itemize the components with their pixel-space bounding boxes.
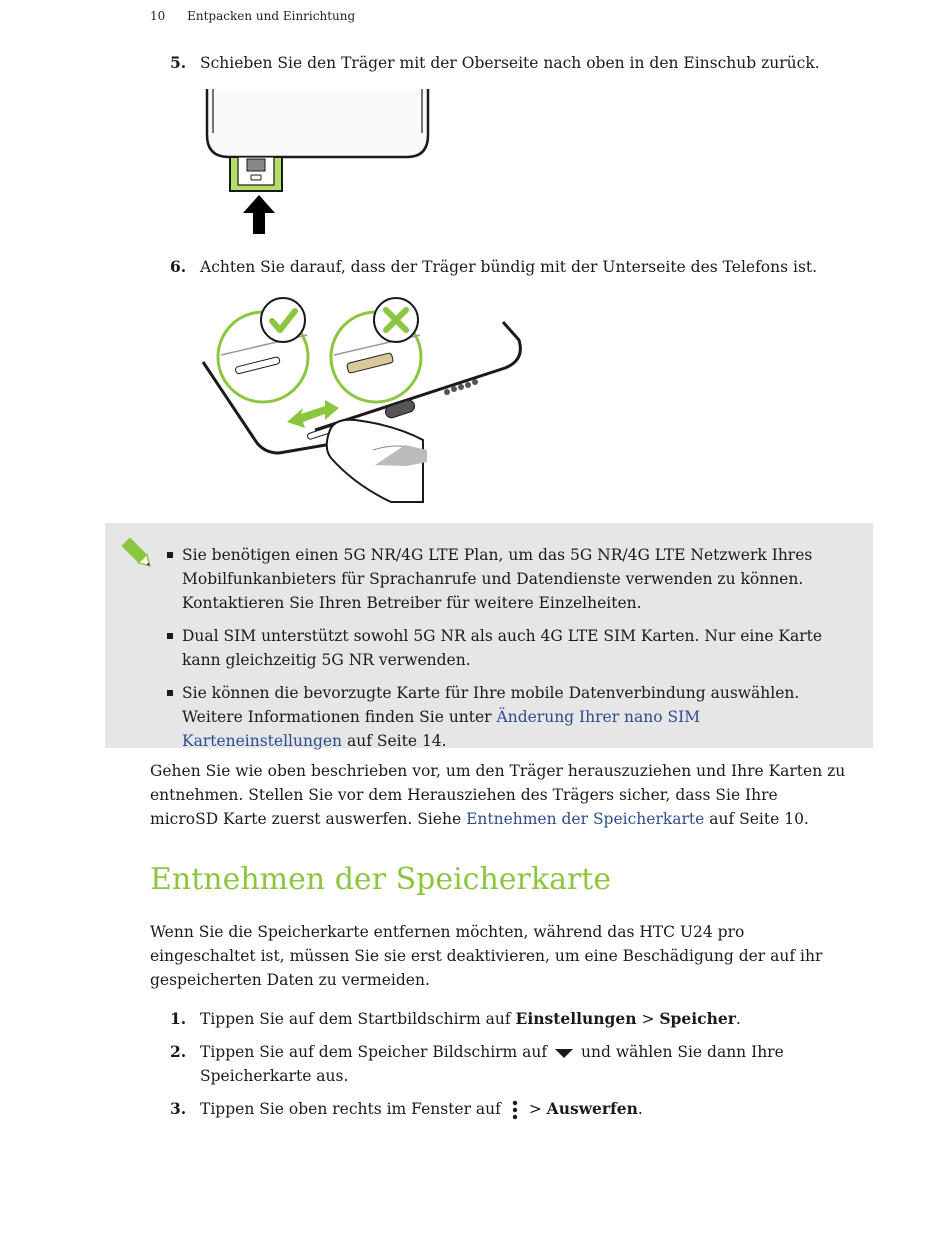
menu-eject: Auswerfen [546,1099,638,1118]
step-6 [170,255,860,279]
step-text: Achten Sie darauf, dass der Träger bündig mit der Unterseite des Telefons ist. [200,258,818,276]
menu-storage: Speicher [659,1009,736,1028]
list-item: Dual SIM unterstützt sowohl 5G NR als auch 4G LTE SIM Karten. Nur eine Karte kann gleichzeitig 5G NR verwenden. [167,624,857,672]
page-header [150,9,355,23]
arrow-up-icon [243,195,275,234]
step-3: 3. Tippen Sie oben rechts im Fenster auf > Auswerfen. [170,1097,860,1121]
section-name: Entpacken und Einrichtung [187,9,356,23]
paragraph-remove-cards: Gehen Sie wie oben beschrieben vor, um den Träger herauszuziehen und Ihre Karten zu entnehmen. Stellen Sie vor dem Herausziehen des Trägers sicher, dass Sie Ihre microSD Karte zuerst auswerfen. Siehe Entnehmen der Speicherkarte auf Seite 10. [150,762,846,828]
section-title: Entnehmen der Speicherkarte [150,862,612,897]
step-2: 2. Tippen Sie auf dem Speicher Bildschirm auf und wählen Sie dann Ihre Speicherkarte aus. [170,1042,784,1085]
note-box [105,523,873,748]
note-list [167,543,857,762]
step-1: 1. Tippen Sie auf dem Startbildschirm auf Einstellungen > Speicher. [170,1009,741,1028]
step-number: 5. [170,53,187,72]
tray-flush-illustration [195,290,535,505]
link-sim-settings[interactable]: Änderung Ihrer nano SIM Karteneinstellungen [182,708,701,750]
list-item: Sie können die bevorzugte Karte für Ihre mobile Datenverbindung auswählen. Weitere Informationen finden Sie unter Änderung Ihrer nano SIM Karteneinstellungen auf Seite 14. [167,681,857,753]
paragraph-intro: Wenn Sie die Speicherkarte entfernen möchten, während das HTC U24 pro eingeschaltet ist, müssen Sie sie erst deaktivieren, um eine Beschädigung der auf ihr gespeicherten Daten zu vermeiden. [150,923,823,989]
step-number: 6. [170,257,187,276]
step-5 [170,51,860,75]
dropdown-arrow-icon [552,1046,576,1060]
pencil-icon [117,533,157,573]
more-options-icon [506,1099,524,1121]
list-item: Sie benötigen einen 5G NR/4G LTE Plan, um das 5G NR/4G LTE Netzwerk Ihres Mobilfunkanbieters für Sprachanrufe und Datendienste verwenden zu können. Kontaktieren Sie Ihren Betreiber für weitere Einzelheiten. [167,543,857,615]
menu-settings: Einstellungen [515,1009,637,1028]
link-remove-storage-card[interactable]: Entnehmen der Speicherkarte [466,810,705,828]
tray-insert-illustration [195,85,445,240]
page-number: 10 [150,9,166,23]
step-text: Schieben Sie den Träger mit der Oberseite nach oben in den Einschub zurück. [200,54,820,72]
